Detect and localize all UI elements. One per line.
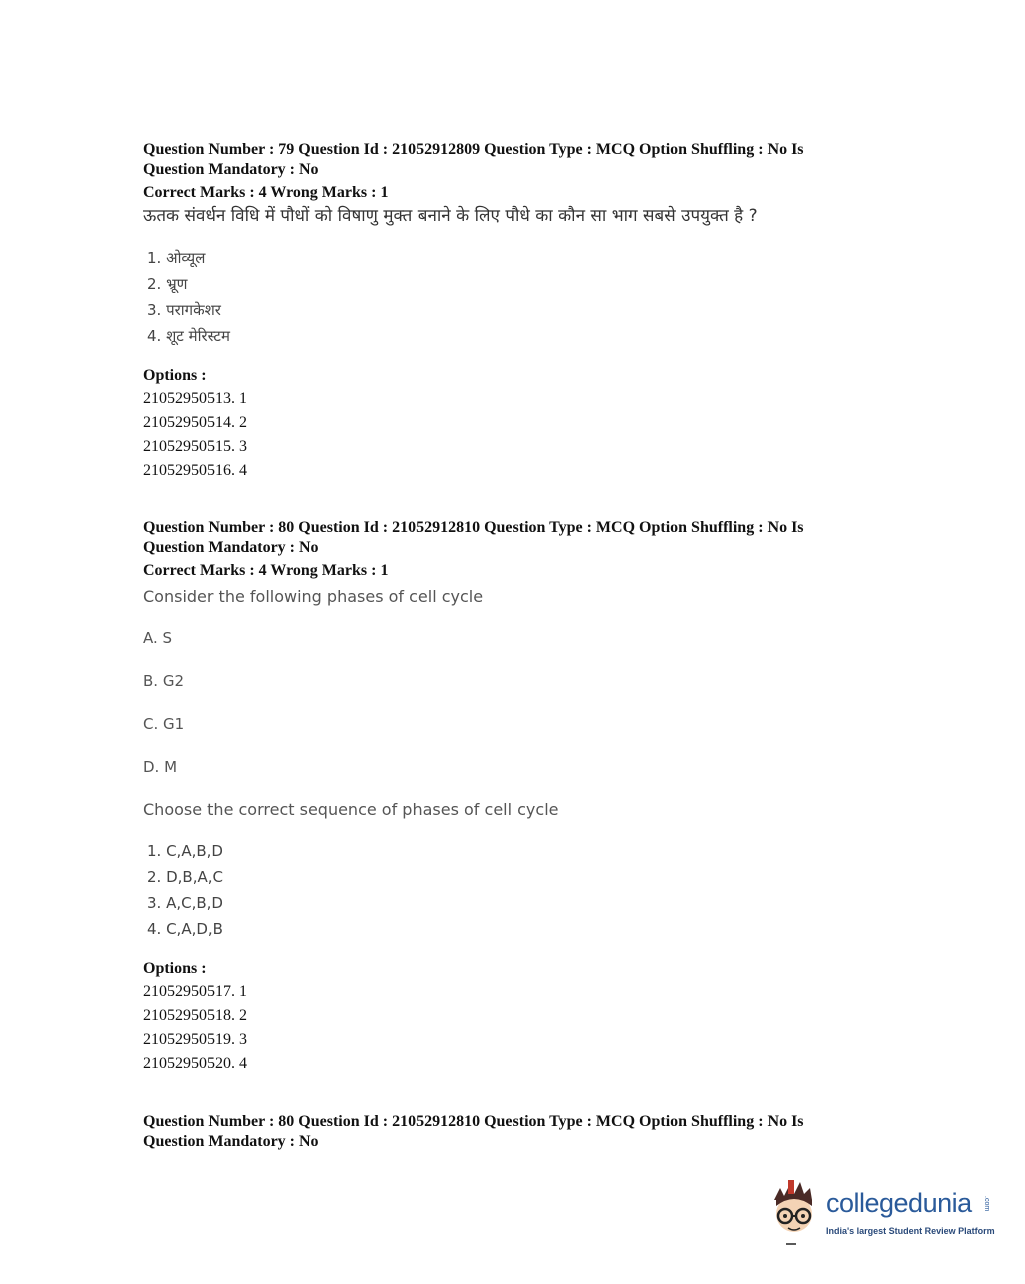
option-id: 21052950520. 4 (143, 1055, 247, 1072)
question-80-choices (147, 838, 883, 942)
choice-item: 3. A,C,B,D (147, 894, 223, 912)
phase-item: B. G2 (143, 672, 184, 690)
logo-wordmark: collegedunia (826, 1188, 972, 1218)
question-meta-line: Question Number : 80 Question Id : 21052912810 Question Type : MCQ Option Shuffling : No Is (143, 1113, 804, 1130)
question-79 (143, 140, 883, 483)
options-label: Options : (143, 960, 207, 977)
question-meta-line: Question Mandatory : No (143, 1133, 319, 1150)
question-80-prompt: Choose the correct sequence of phases of cell cycle (143, 800, 559, 819)
collegedunia-logo (766, 1178, 996, 1248)
question-80-stem: Consider the following phases of cell cycle (143, 587, 484, 606)
option-id: 21052950518. 2 (143, 1007, 247, 1024)
question-79-stem: ऊतक संवर्धन विधि में पौधों को विषाणु मुक्त बनाने के लिए पौधे का कौन सा भाग सबसे उपयुक्त है ? (143, 206, 758, 226)
option-id: 21052950517. 1 (143, 983, 247, 1000)
question-80-meta (143, 518, 883, 558)
choice-item: 4. C,A,D,B (147, 920, 223, 938)
choice-item: 4. शूट मेरिस्टम (147, 327, 230, 345)
option-id: 21052950514. 2 (143, 414, 247, 431)
choice-item: 3. परागकेशर (147, 301, 221, 319)
choice-item: 2. D,B,A,C (147, 868, 223, 886)
phase-item: C. G1 (143, 715, 185, 733)
choice-item: 1. C,A,B,D (147, 842, 223, 860)
option-id: 21052950513. 1 (143, 390, 247, 407)
phase-item: A. S (143, 629, 173, 647)
question-80-repeat-meta (143, 1112, 883, 1152)
choice-item: 1. ओव्यूल (147, 249, 206, 267)
question-80-marks: Correct Marks : 4 Wrong Marks : 1 (143, 562, 389, 579)
option-id: 21052950516. 4 (143, 462, 247, 479)
options-label: Options : (143, 367, 207, 384)
question-meta-line: Question Number : 80 Question Id : 21052912810 Question Type : MCQ Option Shuffling : No Is (143, 519, 804, 536)
option-id: 21052950519. 3 (143, 1031, 247, 1048)
logo-tagline: India's largest Student Review Platform (826, 1226, 995, 1236)
question-79-meta (143, 140, 883, 180)
phase-item: D. M (143, 758, 178, 776)
question-80-repeat (143, 1112, 883, 1152)
mascot-icon (766, 1178, 826, 1248)
question-meta-line: Question Mandatory : No (143, 539, 319, 556)
question-79-choices (147, 245, 883, 349)
choice-item: 2. भ्रूण (147, 275, 188, 293)
option-id: 21052950515. 3 (143, 438, 247, 455)
logo-suffix: .com (983, 1196, 990, 1212)
question-80 (143, 518, 883, 1076)
question-meta-line: Question Mandatory : No (143, 161, 319, 178)
question-79-marks: Correct Marks : 4 Wrong Marks : 1 (143, 184, 389, 201)
question-meta-line: Question Number : 79 Question Id : 21052912809 Question Type : MCQ Option Shuffling : No Is (143, 141, 804, 158)
